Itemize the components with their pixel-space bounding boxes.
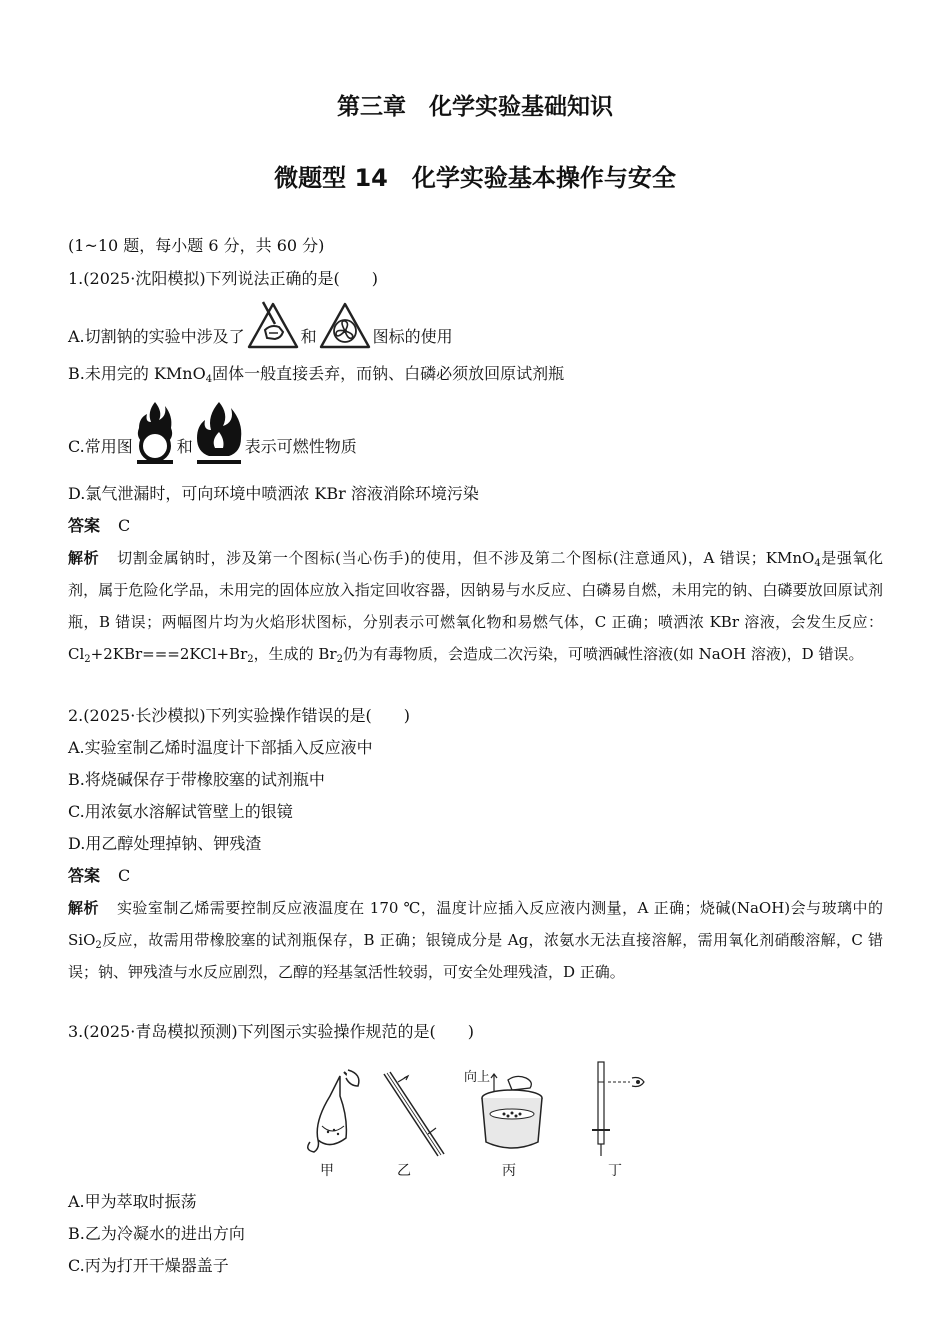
separatory-funnel-illustration [300, 1066, 370, 1156]
burette-illustration [586, 1056, 656, 1160]
q2-answer-label: 答案 [68, 866, 101, 885]
q2-analysis-text-2: 反应，故需用带橡胶塞的试剂瓶保存，B 正确；银镜成分是 Ag，浓氨水无法直接溶解，需用氧化剂硝酸溶解，C 错误；钠、钾残渣与水反应剧烈，乙醇的羟基氢活性较弱，可安全处理残渣，D 正确。 [68, 931, 883, 981]
q1-option-b [68, 362, 564, 386]
fig-label-jia: 甲 [320, 1163, 334, 1179]
q2-analysis-text-1: 实验室制乙烯需要控制反应液温度在 170 ℃，温度计应插入反应液内测量，A 正确；烧碱(NaOH)会与玻璃中的 SiO [68, 899, 883, 949]
q1-a-mid: 和 [300, 327, 317, 346]
q1-c-mid: 和 [176, 437, 193, 456]
condenser-illustration [378, 1070, 448, 1160]
q1-analysis-text-4: ，生成的 Br [253, 645, 337, 663]
q2-option-c: C.用浓氨水溶解试管壁上的银镜 [68, 802, 293, 821]
q1-analysis-sub-2: 2 [84, 654, 91, 665]
q2-analysis [68, 892, 883, 988]
q1-a-pre: A.切割钠的实验中涉及了 [68, 327, 245, 346]
q2-analysis-sub-1: 2 [95, 940, 102, 951]
q1-a-post: 图标的使用 [372, 327, 453, 346]
q1-analysis-sub-1: 4 [814, 558, 821, 569]
q1-analysis-text-3: +2KBr===2KCl+Br [90, 645, 248, 663]
q2-analysis-label: 解析 [68, 899, 99, 917]
q3-figure [300, 1056, 660, 1182]
fig-label-bing: 丙 [502, 1163, 516, 1179]
section-title: 微题型 14 化学实验基本操作与安全 [274, 164, 676, 192]
q1-answer-value: C [118, 516, 131, 535]
q1-analysis-sub-3: 2 [247, 654, 254, 665]
q2-option-d: D.用乙醇处理掉钠、钾残渣 [68, 834, 262, 853]
up-label: 向上 [464, 1070, 491, 1085]
q1-c-pre: C.常用图 [68, 437, 133, 456]
q3-option-c: C.丙为打开干燥器盖子 [68, 1256, 229, 1275]
q1-stem: 1.(2025·沈阳模拟)下列说法正确的是( ) [68, 269, 379, 288]
q1-analysis-text-5: 仍为有毒物质，会造成二次污染，可喷洒碱性溶液(如 NaOH 溶液)，D 错误。 [342, 645, 864, 663]
q3-option-a: A.甲为萃取时振荡 [68, 1192, 197, 1211]
q2-answer-value: C [118, 866, 131, 885]
q2-option-a: A.实验室制乙烯时温度计下部插入反应液中 [68, 738, 373, 757]
q1-analysis-text-1: 切割金属钠时，涉及第一个图标(当心伤手)的使用，但不涉及第二个图标(注意通风)，A 错误；KMnO [117, 549, 815, 567]
q1-analysis-label: 解析 [68, 549, 100, 567]
desiccator-illustration [472, 1070, 552, 1160]
q1-answer-label: 答案 [68, 516, 101, 535]
q1-analysis [68, 542, 883, 670]
fig-label-ding: 丁 [608, 1163, 622, 1179]
scoring-note: (1~10 题，每小题 6 分，共 60 分) [68, 236, 325, 255]
q1-analysis-text-2: 是强氧化剂，属于危险化学品，未用完的固体应放入指定回收容器，因钠易与水反应、白磷易自燃，未用完的钠、白磷要放回原试剂瓶，B 错误；两幅图片均为火焰形状图标，分别表示可燃氧化物和易燃气体，C 正确；喷洒浓 KBr 溶液，会发生反应：Cl [68, 549, 883, 663]
q1-b-post: 固体一般直接丢弃，而钠、白磷必须放回原试剂瓶 [212, 364, 565, 383]
q1-b-pre: B.未用完的 KMnO [68, 364, 206, 383]
q2-stem: 2.(2025·长沙模拟)下列实验操作错误的是( ) [68, 706, 411, 725]
q2-answer [68, 864, 130, 888]
q3-stem: 3.(2025·青岛模拟预测)下列图示实验操作规范的是( ) [68, 1022, 475, 1041]
fig-label-yi: 乙 [397, 1163, 411, 1179]
q1-analysis-sub-4: 2 [336, 654, 343, 665]
q1-answer [68, 514, 130, 538]
q3-option-b: B.乙为冷凝水的进出方向 [68, 1224, 245, 1243]
q1-c-post: 表示可燃性物质 [244, 437, 357, 456]
q1-b-sub: 4 [205, 374, 213, 385]
q2-option-b: B.将烧碱保存于带橡胶塞的试剂瓶中 [68, 770, 325, 789]
q1-option-d: D.氯气泄漏时，可向环境中喷洒浓 KBr 溶液消除环境污染 [68, 484, 479, 503]
chapter-title: 第三章 化学实验基础知识 [337, 94, 613, 120]
